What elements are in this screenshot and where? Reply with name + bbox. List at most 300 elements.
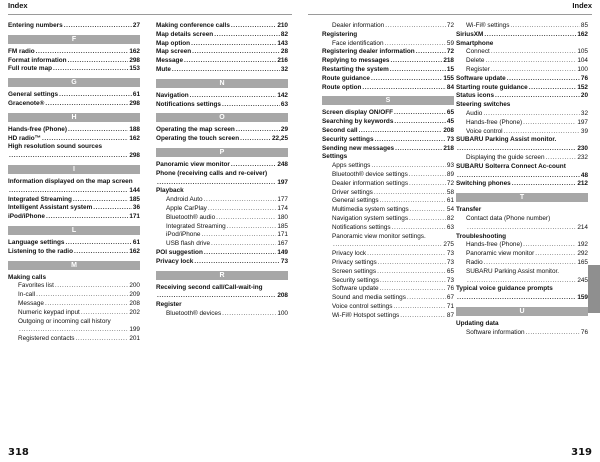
entry-text: Wi-Fi® settings	[466, 22, 510, 29]
index-subentry	[322, 250, 454, 259]
entry-page-number: 209	[129, 291, 140, 299]
entry-page-number: 71	[446, 302, 454, 310]
entry-text: Restarting the system	[322, 65, 389, 73]
dot-leader	[75, 335, 128, 344]
entry-page-number: 61	[132, 238, 140, 246]
index-entry	[8, 65, 140, 74]
index-entry	[8, 57, 140, 66]
entry-page-number: 73	[446, 135, 454, 143]
entry-text: Privacy settings	[332, 258, 377, 266]
dot-leader	[231, 22, 276, 31]
entry-page-number: 73	[446, 276, 454, 284]
entry-text: Voice control	[466, 127, 503, 135]
dot-leader	[68, 57, 129, 66]
entry-text: Settings	[322, 153, 348, 161]
entry-text: Making conference calls	[156, 22, 230, 29]
index-subentry	[156, 205, 288, 214]
dot-leader	[81, 309, 129, 318]
entry-text: Bluetooth® device settings	[332, 170, 408, 178]
entry-page-number: 76	[580, 74, 588, 82]
entry-page-number: 15	[446, 65, 454, 73]
entry-text: POI suggestion	[156, 248, 203, 256]
dot-leader	[409, 180, 446, 189]
thumb-tab-marker	[588, 265, 600, 313]
dot-leader	[392, 224, 446, 233]
index-entry	[8, 135, 140, 144]
entry-page-number: 162	[129, 47, 140, 55]
entry-page-number: 298	[129, 99, 140, 107]
entry-text: Integrated Streaming	[8, 195, 72, 203]
index-subentry	[456, 110, 588, 119]
index-entry	[156, 258, 288, 267]
entry-page-number: 67	[446, 294, 454, 302]
dot-leader	[93, 204, 132, 213]
entry-page-number: 245	[577, 276, 588, 284]
entry-text: Mute	[156, 65, 171, 73]
index-column-left-2	[156, 22, 288, 319]
entry-text: SiriusXM	[456, 30, 484, 38]
entry-text: Notifications settings	[332, 223, 391, 231]
index-subentry	[322, 277, 454, 286]
section-letter: N	[156, 79, 288, 88]
index-subentry	[456, 250, 588, 259]
entry-text: Dealer information	[332, 22, 385, 29]
index-subentry	[8, 300, 140, 309]
entry-text: Apps settings	[332, 162, 371, 170]
index-entry	[456, 31, 588, 40]
section-letter: H	[8, 113, 140, 122]
index-entry	[156, 22, 288, 31]
entry-page-number: 210	[277, 22, 288, 29]
entry-text: Searching by keywords	[322, 118, 394, 126]
dot-leader	[36, 291, 128, 300]
dot-leader	[457, 145, 576, 154]
entry-page-number: 275	[443, 241, 454, 249]
entry-page-number: 202	[129, 308, 140, 316]
dot-leader	[190, 92, 277, 101]
index-entry	[456, 136, 588, 154]
entry-text: Information displayed on the map screen	[8, 177, 133, 185]
index-entry	[156, 40, 288, 49]
dot-leader	[526, 329, 580, 338]
index-subentry	[322, 312, 454, 321]
entry-text: Smartphone	[456, 39, 494, 47]
entry-page-number: 63	[280, 100, 288, 108]
index-subentry	[322, 22, 454, 31]
index-entry	[322, 57, 454, 66]
section-letter: R	[156, 271, 288, 280]
index-entry	[8, 196, 140, 205]
entry-text: Format information	[8, 56, 67, 64]
entry-page-number: 171	[129, 213, 140, 221]
dot-leader	[201, 231, 276, 240]
entry-page-number: 197	[577, 118, 588, 126]
index-entry	[156, 31, 288, 40]
entry-page-number: 22,25	[272, 135, 288, 143]
entry-page-number: 29	[280, 126, 288, 134]
entry-page-number: 65	[446, 267, 454, 275]
index-subentry	[322, 162, 454, 171]
section-letter: T	[456, 193, 588, 202]
entry-text: iPod/iPhone	[8, 213, 45, 221]
index-subentry	[456, 119, 588, 128]
index-entry	[156, 284, 288, 302]
dot-leader	[407, 294, 446, 303]
entry-page-number: 45	[446, 118, 454, 126]
entry-page-number: 73	[446, 258, 454, 266]
dot-leader	[208, 205, 276, 214]
entry-text: Gracenote®	[8, 99, 45, 107]
entry-page-number: 85	[580, 22, 588, 29]
entry-page-number: 180	[277, 213, 288, 221]
entry-text: Radio	[466, 258, 483, 266]
dot-leader	[400, 312, 446, 321]
section-letter: M	[8, 261, 140, 270]
section-letter: S	[322, 96, 454, 105]
entry-text: Driver settings	[332, 188, 373, 196]
entry-page-number: 59	[446, 39, 454, 47]
entry-text: Panoramic view monitor settings.	[332, 232, 426, 240]
index-subentry	[8, 291, 140, 300]
index-entry	[456, 180, 588, 189]
entry-page-number: 72	[446, 48, 454, 56]
dot-leader	[68, 126, 128, 135]
entry-page-number: 61	[132, 91, 140, 99]
dot-leader	[495, 92, 580, 101]
entry-text: Navigation	[156, 91, 189, 99]
index-entry	[456, 206, 588, 215]
dot-leader	[467, 224, 576, 233]
entry-text: Notifications settings	[156, 100, 221, 108]
dot-leader	[457, 294, 576, 303]
dot-leader	[42, 135, 128, 144]
dot-leader	[375, 136, 446, 145]
dot-leader	[371, 162, 446, 171]
entry-page-number: 72	[446, 179, 454, 187]
index-subentry	[456, 154, 588, 163]
entry-text: Hands-free (Phone)	[466, 118, 523, 126]
index-subentry	[322, 285, 454, 294]
entry-text: Route guidance	[322, 74, 370, 82]
dot-leader	[9, 152, 128, 161]
entry-text: Starting route guidance	[456, 83, 528, 91]
entry-text: Face identification	[332, 39, 384, 47]
index-entry	[156, 170, 288, 188]
entry-text: Screen settings	[332, 267, 377, 275]
entry-text: Message	[156, 57, 183, 65]
dot-leader	[467, 277, 576, 286]
dot-leader	[333, 241, 442, 250]
page-number: 318	[8, 447, 29, 458]
dot-leader	[416, 48, 446, 57]
entry-page-number: 63	[446, 223, 454, 231]
entry-page-number: 185	[129, 195, 140, 203]
index-entry	[322, 109, 454, 118]
index-entry	[322, 84, 454, 93]
entry-page-number: 208	[129, 299, 140, 307]
entry-page-number: 36	[132, 204, 140, 212]
index-entry	[456, 40, 588, 49]
dot-leader	[157, 179, 276, 188]
entry-text: Registering	[322, 30, 358, 38]
entry-page-number: 100	[277, 309, 288, 317]
entry-text: Transfer	[456, 206, 482, 214]
entry-text: General settings	[332, 197, 379, 205]
entry-text: Privacy lock	[156, 257, 194, 265]
dot-leader	[191, 40, 276, 49]
dot-leader	[367, 250, 446, 259]
dot-leader	[194, 258, 280, 267]
index-subentry	[456, 57, 588, 66]
entry-text: iPod/iPhone	[166, 231, 201, 239]
section-letter: L	[8, 226, 140, 235]
dot-leader	[216, 214, 276, 223]
index-entry	[456, 92, 588, 101]
entry-text: Hands-free (Phone)	[466, 241, 523, 249]
entry-page-number: 298	[129, 56, 140, 64]
index-entry	[8, 126, 140, 135]
entry-text: SUBARU Solterra Connect Ac-count	[456, 162, 566, 170]
entry-text: Troubleshooting	[456, 232, 507, 240]
entry-page-number: 82	[280, 30, 288, 38]
entry-page-number: 152	[577, 83, 588, 91]
dot-leader	[510, 22, 579, 31]
index-entry	[8, 22, 140, 31]
dot-leader	[204, 196, 277, 205]
entry-page-number: 54	[446, 206, 454, 214]
dot-leader	[380, 197, 446, 206]
entry-text: Software update	[332, 285, 379, 293]
index-subentry	[322, 259, 454, 268]
dot-leader	[523, 241, 576, 250]
entry-page-number: 61	[446, 197, 454, 205]
index-subentry	[322, 171, 454, 180]
entry-page-number: 82	[446, 214, 454, 222]
index-subentry	[322, 197, 454, 206]
index-subentry	[156, 240, 288, 249]
index-subentry	[456, 66, 588, 75]
dot-leader	[240, 135, 271, 144]
entry-page-number: 87	[446, 311, 454, 319]
entry-text: Intelligent Assistant system	[8, 204, 93, 212]
index-subentry	[322, 180, 454, 189]
entry-text: Delete	[466, 57, 485, 65]
entry-page-number: 216	[277, 57, 288, 65]
entry-text: Bluetooth® devices	[166, 309, 222, 317]
entry-text: SUBARU Parking Assist monitor.	[456, 136, 557, 144]
entry-text: Second call	[322, 126, 358, 134]
dot-leader	[390, 66, 446, 75]
entry-page-number: 212	[577, 180, 588, 188]
index-entry	[8, 178, 140, 196]
dot-leader	[390, 57, 442, 66]
entry-text: Operating the map screen	[156, 126, 235, 134]
index-entry	[8, 248, 140, 257]
dot-leader	[236, 126, 280, 135]
dot-leader	[359, 127, 443, 136]
entry-text: Android Auto	[166, 196, 203, 204]
entry-page-number: 162	[129, 134, 140, 142]
entry-text: HD radio™	[8, 134, 42, 142]
entry-text: Map screen	[156, 48, 192, 56]
entry-text: Security settings	[332, 276, 379, 284]
entry-page-number: 144	[129, 186, 140, 194]
index-subentry	[456, 268, 588, 286]
dot-leader	[214, 31, 280, 40]
index-entry	[322, 75, 454, 84]
dot-leader	[529, 84, 577, 93]
dot-leader	[394, 109, 446, 118]
dot-leader	[45, 100, 128, 109]
entry-page-number: 171	[277, 231, 288, 239]
index-subentry	[456, 215, 588, 233]
entry-page-number: 165	[577, 258, 588, 266]
dot-leader	[385, 40, 446, 49]
entry-page-number: 192	[577, 241, 588, 249]
entry-text: Wi-Fi® Hotspot settings	[332, 311, 400, 319]
entry-page-number: 292	[577, 250, 588, 258]
entry-page-number: 200	[129, 282, 140, 290]
index-entry	[322, 145, 454, 154]
entry-text: Sending new messages	[322, 144, 395, 152]
index-entry	[8, 204, 140, 213]
index-entry	[156, 57, 288, 66]
section-letter: F	[8, 35, 140, 44]
entry-page-number: 174	[277, 204, 288, 212]
entry-text: Operating the touch screen	[156, 135, 240, 143]
index-entry	[156, 301, 288, 310]
dot-leader	[380, 285, 446, 294]
entry-text: Apple CarPlay	[166, 204, 207, 212]
entry-page-number: 100	[577, 65, 588, 73]
section-letter: G	[8, 78, 140, 87]
dot-leader	[46, 213, 128, 222]
dot-leader	[393, 303, 446, 312]
entry-page-number: 32	[280, 65, 288, 73]
entry-page-number: 230	[577, 145, 588, 153]
index-entry	[322, 31, 454, 40]
page-header: Index	[8, 0, 292, 15]
dot-leader	[227, 223, 277, 232]
entry-text: Integrated Streaming	[166, 222, 226, 230]
entry-text: Phone (receiving calls and re-ceiver)	[156, 169, 268, 177]
index-subentry	[322, 233, 454, 251]
index-entry	[156, 249, 288, 258]
entry-text: USB flash drive	[166, 240, 211, 248]
index-subentry	[156, 196, 288, 205]
entry-page-number: 142	[277, 91, 288, 99]
entry-page-number: 93	[446, 162, 454, 170]
entry-text: Entering numbers	[8, 22, 63, 29]
entry-text: Security settings	[322, 135, 374, 143]
entry-text: Numeric keypad input	[18, 308, 80, 316]
index-entry	[8, 48, 140, 57]
index-entry	[322, 66, 454, 75]
index-entry	[322, 153, 454, 162]
page-header: Index	[308, 0, 592, 15]
entry-page-number: 105	[577, 48, 588, 56]
entry-page-number: 153	[129, 65, 140, 73]
index-subentry	[156, 310, 288, 319]
index-subentry	[322, 294, 454, 303]
entry-page-number: 218	[443, 57, 454, 65]
entry-page-number: 72	[446, 22, 454, 29]
page-number: 319	[571, 447, 592, 458]
index-column-right-2	[456, 22, 588, 338]
index-subentry	[456, 48, 588, 57]
section-letter: U	[456, 307, 588, 316]
dot-leader	[19, 326, 128, 335]
section-letter: O	[156, 113, 288, 122]
entry-text: Software update	[456, 74, 506, 82]
index-entry	[322, 48, 454, 57]
index-entry	[156, 92, 288, 101]
dot-leader	[457, 172, 580, 181]
dot-leader	[222, 101, 280, 110]
dot-leader	[157, 292, 276, 301]
index-subentry	[456, 259, 588, 268]
index-entry	[322, 118, 454, 127]
entry-page-number: 214	[577, 223, 588, 231]
dot-leader	[409, 171, 446, 180]
entry-text: Panoramic view monitor	[466, 250, 535, 258]
index-entry	[156, 101, 288, 110]
entry-page-number: 298	[129, 152, 140, 160]
entry-page-number: 208	[443, 126, 454, 134]
dot-leader	[211, 240, 276, 249]
index-entry	[456, 84, 588, 93]
dot-leader	[184, 57, 276, 66]
entry-text: Replying to messages	[322, 57, 390, 65]
dot-leader	[53, 65, 128, 74]
dot-leader	[507, 75, 580, 84]
index-entry	[156, 48, 288, 57]
entry-page-number: 58	[446, 188, 454, 196]
entry-text: FM radio	[8, 47, 35, 55]
index-entry	[156, 161, 288, 170]
entry-text: Registered contacts	[18, 335, 75, 343]
right-page	[300, 0, 600, 462]
entry-page-number: 76	[446, 285, 454, 293]
index-subentry	[322, 303, 454, 312]
dot-leader	[378, 259, 446, 268]
index-subentry	[456, 329, 588, 338]
entry-text: Software information	[466, 328, 525, 336]
index-subentry	[8, 309, 140, 318]
entry-page-number: 232	[577, 153, 588, 161]
entry-text: Registering dealer information	[322, 48, 415, 56]
index-entry	[156, 66, 288, 75]
entry-text: Multimedia system settings	[332, 206, 409, 214]
index-subentry	[8, 335, 140, 344]
entry-page-number: 208	[277, 292, 288, 300]
entry-text: Sound and media settings	[332, 294, 406, 302]
entry-page-number: 89	[446, 170, 454, 178]
dot-leader	[192, 48, 280, 57]
entry-text: Register	[466, 65, 490, 73]
dot-leader	[65, 239, 131, 248]
dot-leader	[55, 282, 128, 291]
entry-page-number: 177	[277, 196, 288, 204]
entry-text: Audio	[466, 109, 483, 117]
entry-page-number: 73	[280, 257, 288, 265]
entry-text: Dealer information settings	[332, 179, 409, 187]
index-entry	[8, 91, 140, 100]
dot-leader	[394, 118, 446, 127]
entry-page-number: 104	[577, 57, 588, 65]
entry-page-number: 28	[280, 48, 288, 56]
index-entry	[8, 143, 140, 161]
